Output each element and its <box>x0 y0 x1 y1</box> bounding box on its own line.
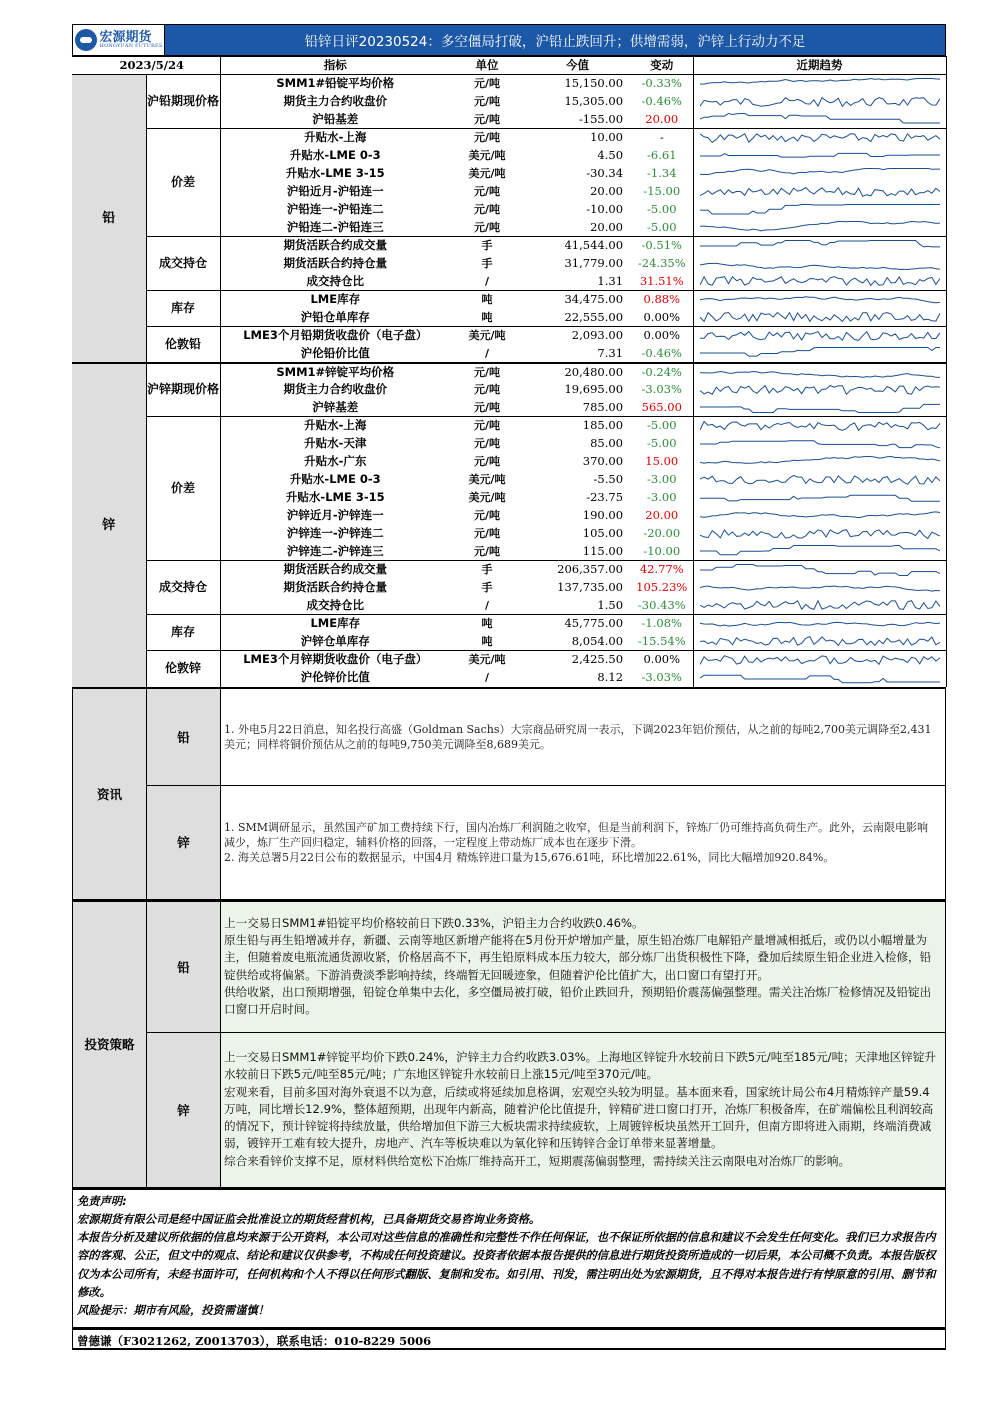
disclaimer-line-2: 本报告分析及建议所依据的信息均来源于公开资料，本公司对这些信息的准确性和完整性不作任何保证，也不保证所依据的信息和建议不会发生任何变化。我们已力求报告内容的客观、公正，但文中的观点、结论和建议仅供参考，不构成任何投资建议。投资者依据本报告提供的信息进行期货投资所造成的一切后果，本公司概不负责。本报告版权仅为本公司所有，未经书面许可，任何机构和个人不得以任何形式翻版、复制和发布。如引用、刊发，需注明出处为宏源期货，且不得对本报告进行有悖原意的引用、删节和修改。 <box>77 1231 936 1299</box>
indicator-unit: 吨 <box>481 634 493 648</box>
indicator-name: 成交持仓比 <box>306 273 365 288</box>
trend-sparkline <box>693 291 946 309</box>
change-value: -5.00 <box>647 202 677 216</box>
change-value: -3.03% <box>641 382 682 396</box>
change-value: -30.43% <box>637 597 686 612</box>
strategy-zinc-paragraph: 宏观来看，目前多国对海外衰退不以为意，后续或将延续加息格调，宏观空头较为明显。基本面来看，国家统计局公布4月精炼锌产量59.4万吨，同比增长12.9%，整体超预期，出现年内新高，随着沪伦比值提升，锌精矿进口窗口打开，冶炼厂积极备库，在矿端偏松且利润较高的情况下，预计锌锭将持续放量，供给增加但下游三大板块需求持续疲软，上周镀锌板块虽然开工回升，但南方即将进入雨期，终端消费减弱，镀锌开工难有较大提升，房地产、汽车等板块难以为氧化锌和压铸锌合金订单带来显著增量。 <box>224 1084 934 1151</box>
current-value: 2,093.00 <box>524 327 631 345</box>
group-label: 成交持仓 <box>146 237 220 291</box>
trend-sparkline <box>693 93 946 111</box>
change-value: -3.00 <box>647 472 677 486</box>
trend-sparkline <box>693 561 946 579</box>
strategy-lead-label: 铅 <box>147 902 221 1032</box>
change-value: 565.00 <box>641 399 682 414</box>
current-value: 206,357.00 <box>524 561 631 579</box>
current-value: 185.00 <box>524 417 631 435</box>
table-row <box>72 129 946 147</box>
indicator-name: 期货主力合约收盘价 <box>283 382 388 396</box>
news-lead-paragraph: 1. 外电5月22日消息，知名投行高盛（Goldman Sachs）大宗商品研究周一表示，下调2023年铝价预估，从之前的每吨2,700美元调降至2,431美元；同样将铜价预估从之前的每吨9,750美元调降至8,689美元。 <box>224 722 932 751</box>
analyst-contact: 曾德谦（F3021262, Z0013703），联系电话：010-8229 5006 <box>72 1328 946 1350</box>
strategy-lead-paragraph: 供给收紧，出口预期增强，铅锭仓单集中去化，多空僵局被打破，铅价止跌回升，预期铅价震荡偏强整理。需关注冶炼厂检修情况及铅锭出口窗口开启时间。 <box>224 984 932 1016</box>
trend-sparkline <box>693 669 946 687</box>
indicator-unit: 元/吨 <box>450 363 524 381</box>
current-value: -155.00 <box>578 111 624 126</box>
news-lead-label: 铅 <box>147 689 221 785</box>
change-value: - <box>631 129 693 147</box>
strategy-zinc-paragraph: 上一交易日SMM1#锌锭平均价下跌0.24%，沪锌主力合约收跌3.03%。上海地区锌锭升水较前日下跌5元/吨至185元/吨；天津地区锌锭升水较前日下跌5元/吨至85元/吨；广东地区锌锭升水较前日上涨15元/吨至370元/吨。 <box>224 1050 936 1082</box>
table-row <box>72 291 946 309</box>
indicator-name: 期货活跃合约持仓量 <box>283 580 388 594</box>
table-row <box>72 237 946 255</box>
indicator-name: 沪铅连二-沪铅连三 <box>286 219 384 234</box>
indicator-unit: / <box>485 274 490 288</box>
indicator-unit: 元/吨 <box>474 203 501 216</box>
trend-sparkline <box>693 129 946 147</box>
strategy-lead-paragraph: 上一交易日SMM1#铅锭平均价格较前日下跌0.33%，沪铅主力合约收跌0.46%。 <box>224 915 644 930</box>
trend-sparkline <box>693 165 946 183</box>
change-value: 20.00 <box>645 508 679 522</box>
trend-sparkline <box>693 327 946 345</box>
table-row <box>72 417 946 435</box>
change-value: -0.51% <box>631 237 693 255</box>
indicator-name: 沪锌近月-沪锌连一 <box>286 508 384 522</box>
table-row <box>72 363 946 381</box>
trend-sparkline <box>693 453 946 471</box>
indicator-name: 期货主力合约收盘价 <box>283 94 388 108</box>
group-label: 伦敦铅 <box>146 327 220 363</box>
indicator-name: 沪铅仓单库存 <box>300 309 370 324</box>
current-value: 85.00 <box>590 436 624 450</box>
indicator-name: 升贴水-天津 <box>304 436 367 450</box>
indicator-unit: 美元/吨 <box>450 651 524 669</box>
trend-sparkline <box>693 435 946 453</box>
change-value: -24.35% <box>637 256 686 270</box>
strategy-zinc-label: 锌 <box>147 1033 221 1187</box>
indicator-unit: 元/吨 <box>474 185 501 198</box>
change-value: -1.08% <box>631 615 693 633</box>
indicator-name: LME3个月铅期货收盘价（电子盘） <box>220 327 450 345</box>
change-value: 0.00% <box>631 327 693 345</box>
indicator-name: 沪锌仓单库存 <box>300 633 370 648</box>
strategy-lead-text <box>221 902 945 1032</box>
trend-sparkline <box>693 507 946 525</box>
indicator-name: 沪铅连一-沪铅连二 <box>286 202 384 216</box>
indicator-unit: 元/吨 <box>474 95 501 108</box>
group-label: 价差 <box>146 129 220 237</box>
indicator-name: 沪铅近月-沪铅连一 <box>286 184 384 198</box>
change-value: -20.00 <box>643 526 681 540</box>
current-value: 20.00 <box>590 219 624 234</box>
trend-sparkline <box>693 525 946 543</box>
change-value: 20.00 <box>645 111 679 126</box>
current-value: 41,544.00 <box>524 237 631 255</box>
strategy-zinc-paragraph: 综合来看锌价支撑不足，原材料供给宽松下冶炼厂维持高开工，短期震荡偏弱整理，需持续关注云南限电对冶炼厂的影响。 <box>224 1153 851 1168</box>
disclaimer <box>72 1188 946 1328</box>
change-value: 31.51% <box>639 273 684 288</box>
change-value: -5.00 <box>631 417 693 435</box>
indicator-name: 升贴水-广东 <box>304 454 367 468</box>
indicator-name: LME3个月锌期货收盘价（电子盘） <box>220 651 450 669</box>
change-value: -10.00 <box>643 543 681 558</box>
trend-sparkline <box>693 147 946 165</box>
indicator-name: 沪铅基差 <box>312 111 359 126</box>
current-value: 1.31 <box>597 273 624 288</box>
indicator-name: 沪伦铅价比值 <box>300 345 370 360</box>
indicator-unit: 美元/吨 <box>468 149 506 162</box>
current-value: 785.00 <box>582 399 624 414</box>
indicator-name: LME库存 <box>220 291 450 309</box>
current-value: 105.00 <box>582 526 624 540</box>
indicator-unit: 元/吨 <box>474 527 501 540</box>
trend-sparkline <box>693 399 946 417</box>
indicator-unit: 元/吨 <box>474 509 501 522</box>
current-value: 15,150.00 <box>564 76 624 91</box>
group-label: 伦敦锌 <box>146 651 220 687</box>
trend-sparkline <box>693 417 946 435</box>
table-row <box>72 651 946 669</box>
group-label: 沪铅期现价格 <box>146 75 220 129</box>
change-value: -15.54% <box>637 633 686 648</box>
trend-sparkline <box>693 489 946 507</box>
trend-sparkline <box>693 75 946 93</box>
company-logo <box>73 25 165 55</box>
indicator-unit: 手 <box>450 237 524 255</box>
report-date: 2023/5/24 <box>72 57 220 75</box>
indicator-unit: 元/吨 <box>474 112 501 126</box>
indicator-name: SMM1#铅锭平均价格 <box>276 76 395 91</box>
indicator-name: 升贴水-上海 <box>220 129 450 147</box>
indicator-unit: / <box>485 346 490 360</box>
indicator-name: LME库存 <box>220 615 450 633</box>
current-value: -30.34 <box>586 166 624 180</box>
change-value: 0.00% <box>643 309 681 324</box>
indicator-unit: 元/吨 <box>450 417 524 435</box>
news-label: 资讯 <box>73 689 147 899</box>
indicator-name: 升贴水-LME 0-3 <box>289 472 381 486</box>
current-value: 1.50 <box>597 597 624 612</box>
trend-sparkline <box>693 201 946 219</box>
trend-sparkline <box>693 615 946 633</box>
current-value: 7.31 <box>597 345 624 360</box>
group-label: 价差 <box>146 417 220 561</box>
indicator-unit: 元/吨 <box>474 544 501 558</box>
indicator-unit: 手 <box>481 581 493 594</box>
change-value: -5.00 <box>647 436 677 450</box>
group-label: 沪锌期现价格 <box>146 363 220 417</box>
disclaimer-line-1: 宏源期货有限公司是经中国证监会批准设立的期货经营机构，已具备期货交易咨询业务资格。 <box>77 1212 541 1226</box>
current-value: 2,425.50 <box>524 651 631 669</box>
trend-sparkline <box>693 219 946 237</box>
trend-sparkline <box>693 651 946 669</box>
indicator-unit: 手 <box>481 257 493 270</box>
trend-sparkline <box>693 345 946 363</box>
strategy-lead <box>147 902 945 1032</box>
report <box>72 24 946 1350</box>
current-value: 10.00 <box>524 129 631 147</box>
current-value: 370.00 <box>582 454 624 468</box>
indicator-unit: 吨 <box>450 291 524 309</box>
indicator-unit: 元/吨 <box>450 129 524 147</box>
trend-sparkline <box>693 633 946 651</box>
change-value: -0.24% <box>631 363 693 381</box>
indicator-unit: 美元/吨 <box>468 491 506 504</box>
news-section <box>72 687 946 900</box>
news-zinc <box>147 785 945 899</box>
change-value: 105.23% <box>636 580 688 594</box>
change-value: -0.46% <box>641 345 682 360</box>
report-title: 铅锌日评20230524：多空僵局打破，沪铅止跌回升；供增需弱，沪锌上行动力不足 <box>165 25 945 55</box>
change-value: -5.00 <box>647 219 677 234</box>
current-value: 8,054.00 <box>571 633 624 648</box>
news-zinc-paragraph: 2. 海关总署5月22日公布的数据显示，中国4月 精炼锌进口量为15,676.61吨，环比增加22.61%，同比大幅增加920.84%。 <box>224 850 835 864</box>
indicator-unit: / <box>485 598 490 612</box>
metal-label: 锌 <box>72 363 146 687</box>
trend-sparkline <box>693 363 946 381</box>
indicator-unit: 元/吨 <box>474 383 501 396</box>
strategy-section <box>72 900 946 1188</box>
trend-sparkline <box>693 543 946 561</box>
indicator-unit: 元/吨 <box>474 77 501 91</box>
indicator-name: 沪锌连一-沪锌连二 <box>286 526 384 540</box>
trend-sparkline <box>693 183 946 201</box>
col-change: 变动 <box>631 57 693 75</box>
col-unit: 单位 <box>450 57 524 75</box>
current-value: 34,475.00 <box>524 291 631 309</box>
indicator-name: 升贴水-上海 <box>220 417 450 435</box>
news-zinc-label: 锌 <box>147 786 221 899</box>
trend-sparkline <box>693 309 946 327</box>
current-value: 22,555.00 <box>564 309 624 324</box>
indicator-name: 成交持仓比 <box>306 597 365 612</box>
trend-sparkline <box>693 597 946 615</box>
indicator-unit: 元/吨 <box>474 455 501 468</box>
indicator-name: 期货活跃合约持仓量 <box>283 256 388 270</box>
indicator-unit: 美元/吨 <box>468 473 506 486</box>
table-row <box>72 615 946 633</box>
indicator-unit: 美元/吨 <box>468 167 506 180</box>
current-value: -10.00 <box>586 202 624 216</box>
news-zinc-paragraph: 1. SMM调研显示，虽然国产矿加工费持续下行，国内冶炼厂利润随之收窄，但是当前利润下，锌炼厂仍可维持高负荷生产。此外，云南限电影响减少，炼厂生产回归稳定，辅料价格的回落，一定程度上带动炼厂成本也在逐步下滑。 <box>224 820 929 849</box>
change-value: -1.34 <box>647 166 677 180</box>
group-label: 库存 <box>146 615 220 651</box>
indicator-unit: 吨 <box>450 615 524 633</box>
change-value: 42.77% <box>631 561 693 579</box>
indicator-name: 升贴水-LME 3-15 <box>285 490 385 504</box>
news-lead-text <box>221 689 945 785</box>
change-value: -6.61 <box>647 148 677 162</box>
current-value: 190.00 <box>582 508 624 522</box>
trend-sparkline <box>693 579 946 597</box>
trend-sparkline <box>693 237 946 255</box>
trend-sparkline <box>693 111 946 129</box>
indicator-name: 沪伦锌价比值 <box>300 670 370 684</box>
disclaimer-heading: 免责声明: <box>77 1194 127 1208</box>
trend-sparkline <box>693 471 946 489</box>
current-value: 8.12 <box>597 670 624 684</box>
report-header <box>72 24 946 56</box>
logo-english: HONGYUAN FUTURES <box>99 43 163 49</box>
strategy-zinc <box>147 1032 945 1187</box>
indicator-name: 升贴水-LME 0-3 <box>289 148 381 162</box>
indicator-name: 期货活跃合约成交量 <box>220 237 450 255</box>
table-row <box>72 561 946 579</box>
column-header-row <box>72 57 946 75</box>
change-value: 15.00 <box>645 454 679 468</box>
indicator-unit: 手 <box>450 561 524 579</box>
indicator-unit: 美元/吨 <box>450 327 524 345</box>
col-current: 今值 <box>524 57 631 75</box>
current-value: 115.00 <box>582 543 624 558</box>
indicator-unit: 吨 <box>481 310 493 324</box>
logo-name: 宏源期货 <box>99 30 152 45</box>
logo-mark-icon <box>75 29 97 51</box>
table-row <box>72 75 946 93</box>
current-value: 4.50 <box>597 148 624 162</box>
indicator-unit: / <box>485 671 490 684</box>
trend-sparkline <box>693 273 946 291</box>
change-value: -15.00 <box>643 184 681 198</box>
table-row <box>72 327 946 345</box>
current-value: -5.50 <box>593 472 624 486</box>
current-value: 20,480.00 <box>524 363 631 381</box>
metal-label: 铅 <box>72 75 146 363</box>
col-trend: 近期趋势 <box>693 57 946 75</box>
trend-sparkline <box>693 381 946 399</box>
indicator-unit: 元/吨 <box>474 400 501 414</box>
change-value: 0.00% <box>631 651 693 669</box>
indicator-name: 沪锌连二-沪锌连三 <box>286 543 384 558</box>
strategy-zinc-text <box>221 1033 945 1187</box>
data-table <box>72 56 947 687</box>
current-value: 15,305.00 <box>564 94 624 108</box>
group-label: 库存 <box>146 291 220 327</box>
current-value: 45,775.00 <box>524 615 631 633</box>
change-value: -0.33% <box>641 76 682 91</box>
disclaimer-line-3: 风险提示：期市有风险，投资需谨慎！ <box>77 1304 270 1318</box>
news-lead <box>147 689 945 785</box>
group-label: 成交持仓 <box>146 561 220 615</box>
indicator-name: 沪锌基差 <box>312 399 359 414</box>
change-value: -0.46% <box>641 94 682 108</box>
col-indicator: 指标 <box>220 57 450 75</box>
indicator-unit: 元/吨 <box>474 220 501 234</box>
indicator-name: 升贴水-LME 3-15 <box>285 166 385 180</box>
change-value: -3.03% <box>641 670 682 684</box>
current-value: 31,779.00 <box>564 256 624 270</box>
change-value: 0.88% <box>631 291 693 309</box>
current-value: 19,695.00 <box>564 382 624 396</box>
indicator-name: 期货活跃合约成交量 <box>220 561 450 579</box>
trend-sparkline <box>693 255 946 273</box>
news-zinc-text <box>221 786 945 899</box>
current-value: 137,735.00 <box>557 580 624 594</box>
indicator-name: SMM1#锌锭平均价格 <box>220 363 450 381</box>
current-value: 20.00 <box>590 184 624 198</box>
strategy-label: 投资策略 <box>73 902 147 1187</box>
strategy-lead-paragraph: 原生铅与再生铅增减并存，新疆、云南等地区新增产能将在5月份开炉增加产量，原生铅冶炼厂电解铅产量增减相抵后，或仍以小幅增量为主，但随着废电瓶流通货源收紧，价格居高不下，再生铅原料成本压力较大，部分炼厂出货积极性下降，叠加后续原生铅企业进入检修，铅锭供给或将偏紧。下游消费淡季影响持续，终端暂无回暖迹象，但随着沪伦比值扩大，出口窗口有望打开。 <box>224 933 932 982</box>
change-value: -3.00 <box>647 490 677 504</box>
current-value: -23.75 <box>586 490 624 504</box>
indicator-unit: 元/吨 <box>474 437 501 450</box>
